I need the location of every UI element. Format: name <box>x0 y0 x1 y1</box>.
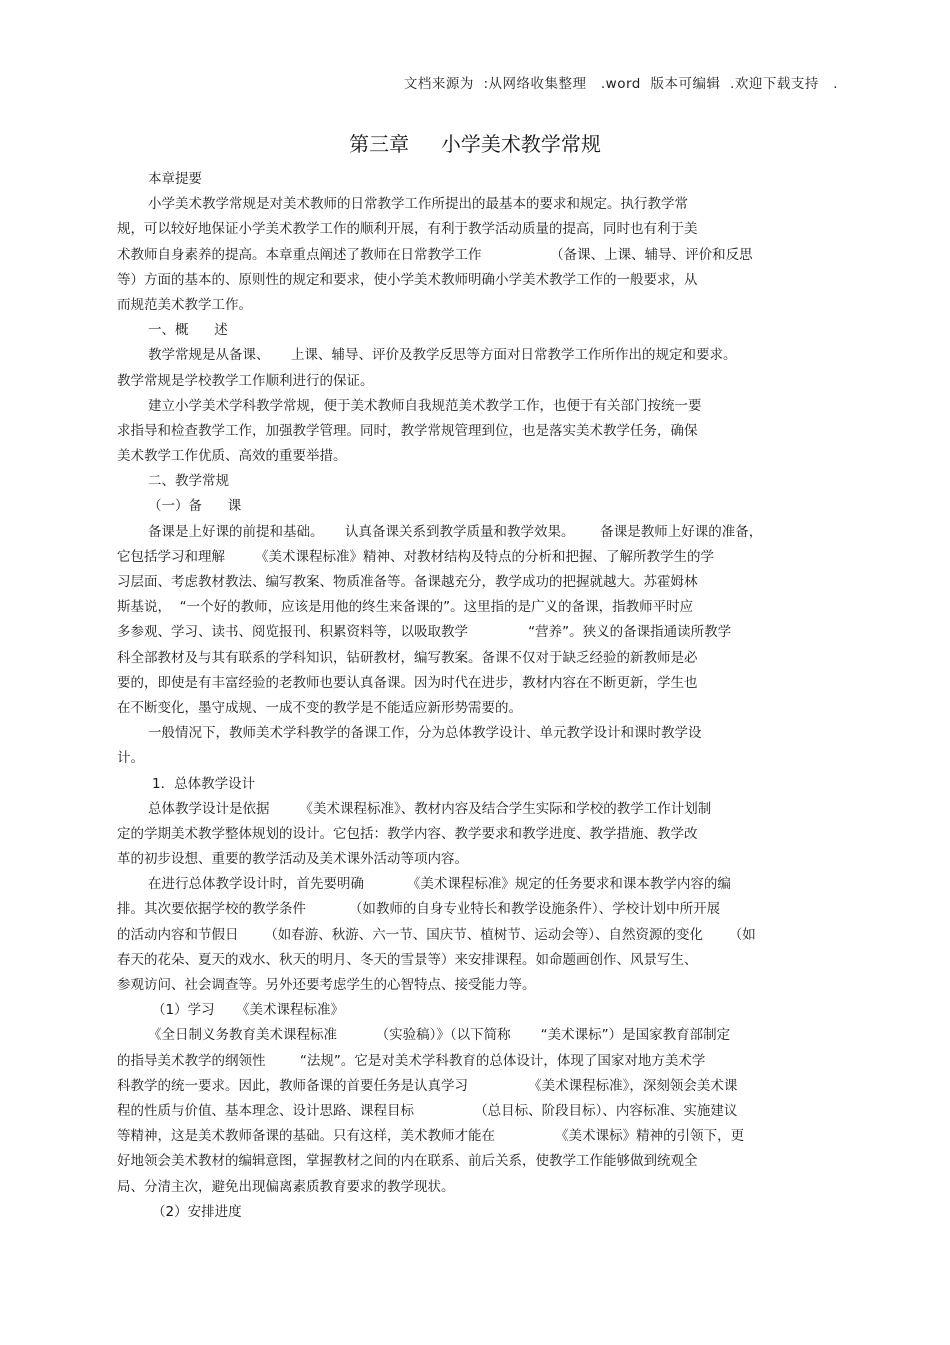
section-heading: 本章提要 <box>148 171 202 187</box>
paragraph-line: 好地领会美术教材的编辑意图，掌握教材之间的内在联系、前后关系，使教学工作能够做到统观全 <box>117 1153 698 1170</box>
paragraph-line: 春天的花朵、夏天的戏水、秋天的明月、冬天的雪景等）来安排课程。如命题画创作、风景写生、 <box>117 951 698 968</box>
paragraph-line: 术教师自身素养的提高。本章重点阐述了教师在日常教学工作 （备课、上课、辅导、评价和反思 <box>117 246 753 263</box>
paragraph-line: 在进行总体教学设计时，首先要明确 《美术课程标准》规定的任务要求和课本教学内容的编 <box>148 876 731 893</box>
subsection-heading: 1．总体教学设计 <box>152 775 256 792</box>
paragraph-line: 小学美术教学常规是对美术教师的日常教学工作所提出的最基本的要求和规定。执行教学常 <box>148 196 688 213</box>
paragraph-line: 而规范美术教学工作。 <box>117 296 252 313</box>
paragraph-line: 局、分清主次，避免出现偏离素质教育要求的教学现状。 <box>117 1178 455 1195</box>
paragraph-line: 习层面、考虑教材教法、编写教案、物质准备等。备课越充分，教学成功的把握就越大。苏霍姆林 <box>117 574 698 590</box>
paragraph-line: 总体教学设计是依据 《美术课程标准》、教材内容及结合学生实际和学校的教学工作计划制 <box>148 800 712 817</box>
section-heading: 二、教学常规 <box>148 473 229 490</box>
paragraph-line: 科教学的统一要求。因此，教师备课的首要任务是认真学习 《美术课程标准》，深刻领会美术课 <box>117 1077 738 1094</box>
document-source-header: 文档来源为 :从网络收集整理 .word 版本可编辑 .欢迎下载支持 . <box>403 76 838 92</box>
paragraph-line: 它包括学习和理解 《美术课程标准》精神、对教材结构及特点的分析和把握、了解所教学生的学 <box>117 548 715 565</box>
paragraph-line: 教学常规是学校教学工作顺利进行的保证。 <box>117 372 374 389</box>
paragraph-line: 的指导美术教学的纲领性 “法规”。它是对美术学科教育的总体设计，体现了国家对地方美术学 <box>117 1052 706 1069</box>
section-heading: 一、概 述 <box>148 322 228 339</box>
paragraph-line: 美术教学工作优质、高效的重要举措。 <box>117 448 347 465</box>
paragraph-line: 要的，即使是有丰富经验的老教师也要认真备课。因为时代在进步，教材内容在不断更新，学生也 <box>117 674 698 691</box>
paragraph-line: 建立小学美术学科教学常规，便于美术教师自我规范美术教学工作，也便于有关部门按统一要 <box>148 397 702 414</box>
paragraph-line: 定的学期美术教学整体规划的设计。它包括：教学内容、教学要求和教学进度、教学措施、教学改 <box>117 825 698 842</box>
paragraph-line: 科全部教材及与其有联系的学科知识，钻研教材，编写教案。备课不仅对于缺乏经验的新教师是必 <box>117 649 698 666</box>
paragraph-line: 在不断变化，墨守成规、一成不变的教学是不能适应新形势需要的。 <box>117 699 522 716</box>
paragraph-line: 程的性质与价值、基本理念、设计思路、课程目标 （总目标、阶段目标）、内容标准、实施建议 <box>117 1102 738 1119</box>
paragraph-line: 《全日制义务教育美术课程标准 （实验稿）》（以下简称 “美术课标”）是国家教育部制定 <box>148 1027 731 1044</box>
chapter-title: 第三章 小学美术教学常规 <box>349 132 601 156</box>
paragraph-line: 斯基说， “一个好的教师，应该是用他的终生来备课的”。这里指的是广义的备课，指教师平时应 <box>117 599 694 616</box>
paragraph-line: 革的初步设想、重要的教学活动及美术课外活动等项内容。 <box>117 851 468 868</box>
paragraph-line: 多参观、学习、读书、阅览报刊、积累资料等，以吸取教学 “营养”。狭义的备课指通读所教学 <box>117 624 732 641</box>
paragraph-line: 备课是上好课的前提和基础。 认真备课关系到教学质量和教学效果。 备课是教师上好课的准备， <box>148 523 763 540</box>
subsection-heading: （2）安排进度 <box>152 1203 242 1220</box>
paragraph-line: 求指导和检查教学工作，加强教学管理。同时，教学常规管理到位，也是落实美术教学任务，确保 <box>117 422 698 439</box>
document-body <box>117 167 837 1225</box>
paragraph-line: 教学常规是从备课、 上课、辅导、评价及教学反思等方面对日常教学工作所作出的规定和要求。 <box>148 347 737 364</box>
paragraph-line: 一般情况下，教师美术学科教学的备课工作，分为总体教学设计、单元教学设计和课时教学设 <box>148 725 702 742</box>
paragraph-line: 的活动内容和节假日 （如春游、秋游、六一节、国庆节、植树节、运动会等）、自然资源的变化 （如 <box>117 926 756 943</box>
paragraph-line: 等精神，这是美术教师备课的基础。只有这样，美术教师才能在 《美术课标》精神的引领下，更 <box>117 1128 745 1145</box>
paragraph-line: 参观访问、社会调查等。另外还要考虑学生的心智特点、接受能力等。 <box>117 977 536 993</box>
paragraph-line: 计。 <box>117 750 144 767</box>
subsection-heading: （1）学习 《美术课程标准》 <box>152 1002 345 1019</box>
paragraph-line: 等）方面的基本的、原则性的规定和要求，使小学美术教师明确小学美术教学工作的一般要求，从 <box>117 271 698 288</box>
paragraph-line: 排。其次要依据学校的教学条件 （如教师的自身专业特长和教学设施条件）、学校计划中所开展 <box>117 901 721 918</box>
subsection-heading: （一）备 课 <box>148 498 242 515</box>
paragraph-line: 规，可以较好地保证小学美术教学工作的顺利开展，有利于教学活动质量的提高，同时也有利于美 <box>117 221 698 238</box>
